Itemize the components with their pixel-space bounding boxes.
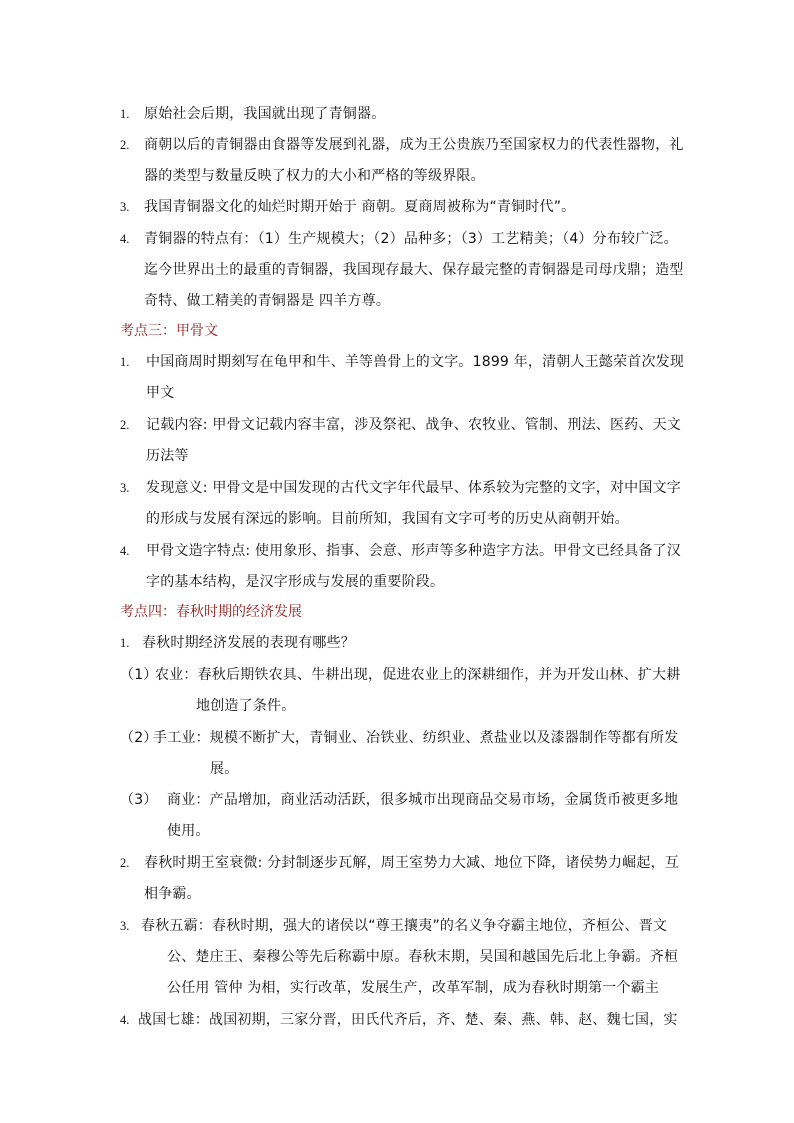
item-text: 春秋五霸：春秋时期，强大的诸侯以“尊王攘夷”的名义争夺霸主地位，齐桓公、晋文 (141, 918, 668, 934)
item-text: 甲文 (146, 385, 175, 401)
sub-item-number: （1） (120, 667, 158, 683)
item-number: 3. (120, 200, 130, 214)
sub-item-number: （3） (120, 792, 158, 808)
item-text: 字的基本结构，是汉字形成与发展的重要阶段。 (146, 574, 445, 590)
sub-item-text: 农业：春秋后期铁农具、牛耕出现，促进农业上的深耕细作，并为开发山林、扩大耕 (155, 667, 681, 683)
sub-item-text: 手工业：规模不断扩大，青铜业、冶铁业、纺织业、煮盐业以及漆器制作等都有所发 (153, 730, 679, 746)
sub-item-text: 使用。 (167, 823, 210, 839)
item-text: 记载内容: 甲骨文记载内容丰富，涉及祭祀、战争、农牧业、管制、刑法、医药、天文 (146, 417, 681, 433)
sub-item-text: 商业：产品增加，商业活动活跃，很多城市出现商品交易市场，金属货币被更多地 (167, 792, 679, 808)
item-number: 3. (120, 919, 130, 933)
item-number: 4. (120, 544, 130, 558)
question-text: 春秋时期经济发展的表现有哪些？ (142, 635, 355, 651)
sub-item-number: （2） (120, 730, 158, 746)
item-number: 2. (120, 856, 130, 870)
item-text: 相争霸。 (144, 886, 201, 902)
item-text: 甲骨文造字特点: 使用象形、指事、会意、形声等多种造字方法。甲骨文已经具备了汉 (146, 543, 681, 559)
item-number: 1. (120, 107, 130, 121)
item-text: 中国商周时期刻写在龟甲和牛、羊等兽骨上的文字。1899 年，清朝人王懿荣首次发现 (146, 354, 685, 370)
item-text: 迄今世界出土的最重的青铜器，我国现存最大、保存最完整的青铜器是司母戊鼎；造型 (144, 262, 684, 278)
item-text: 原始社会后期，我国就出现了青铜器。 (144, 106, 386, 122)
item-text: 奇特、做工精美的青铜器是 四羊方尊。 (144, 293, 391, 309)
item-number: 4. (120, 232, 130, 246)
sub-item-text: 地创造了条件。 (196, 698, 296, 714)
item-text: 公、楚庄王、秦穆公等先后称霸中原。春秋末期，吴国和越国先后北上争霸。齐桓 (167, 949, 679, 965)
item-number: 2. (120, 418, 130, 432)
item-text: 器的类型与数量反映了权力的大小和严格的等级界限。 (144, 168, 485, 184)
section-heading: 考点三：甲骨文 (120, 323, 218, 339)
item-text: 战国七雄：战国初期，三家分晋，田氏代齐后，齐、楚、秦、燕、韩、赵、魏七国，实 (138, 1012, 678, 1028)
section-heading: 考点四：春秋时期的经济发展 (120, 604, 302, 620)
item-number: 1. (120, 355, 130, 369)
item-text: 商朝以后的青铜器由食器等发展到礼器，成为王公贵族乃至国家权力的代表性器物，礼 (144, 137, 684, 153)
item-text: 我国青铜器文化的灿烂时期开始于 商朝。夏商周被称为“青铜时代”。 (144, 199, 576, 215)
item-number: 4. (120, 1013, 130, 1027)
item-text: 春秋时期王室衰微: 分封制逐步瓦解，周王室势力大减、地位下降，诸侯势力崛起，互 (144, 855, 679, 871)
item-text: 公任用 管仲 为相，实行改革，发展生产，改革军制，成为春秋时期第一个霸主 (167, 980, 660, 996)
item-number: 3. (120, 481, 130, 495)
item-text: 青铜器的特点有：（1）生产规模大；（2）品种多；（3）工艺精美；（4）分布较广泛。 (144, 231, 678, 247)
item-text: 的形成与发展有深远的影响。目前所知，我国有文字可考的历史从商朝开始。 (146, 511, 629, 527)
item-text: 发现意义: 甲骨文是中国发现的古代文字年代最早、体系较为完整的文字，对中国文字 (146, 480, 681, 496)
item-text: 历法等 (146, 448, 189, 464)
sub-item-text: 展。 (210, 761, 239, 777)
item-number: 2. (120, 138, 130, 152)
item-number: 1. (120, 636, 130, 650)
